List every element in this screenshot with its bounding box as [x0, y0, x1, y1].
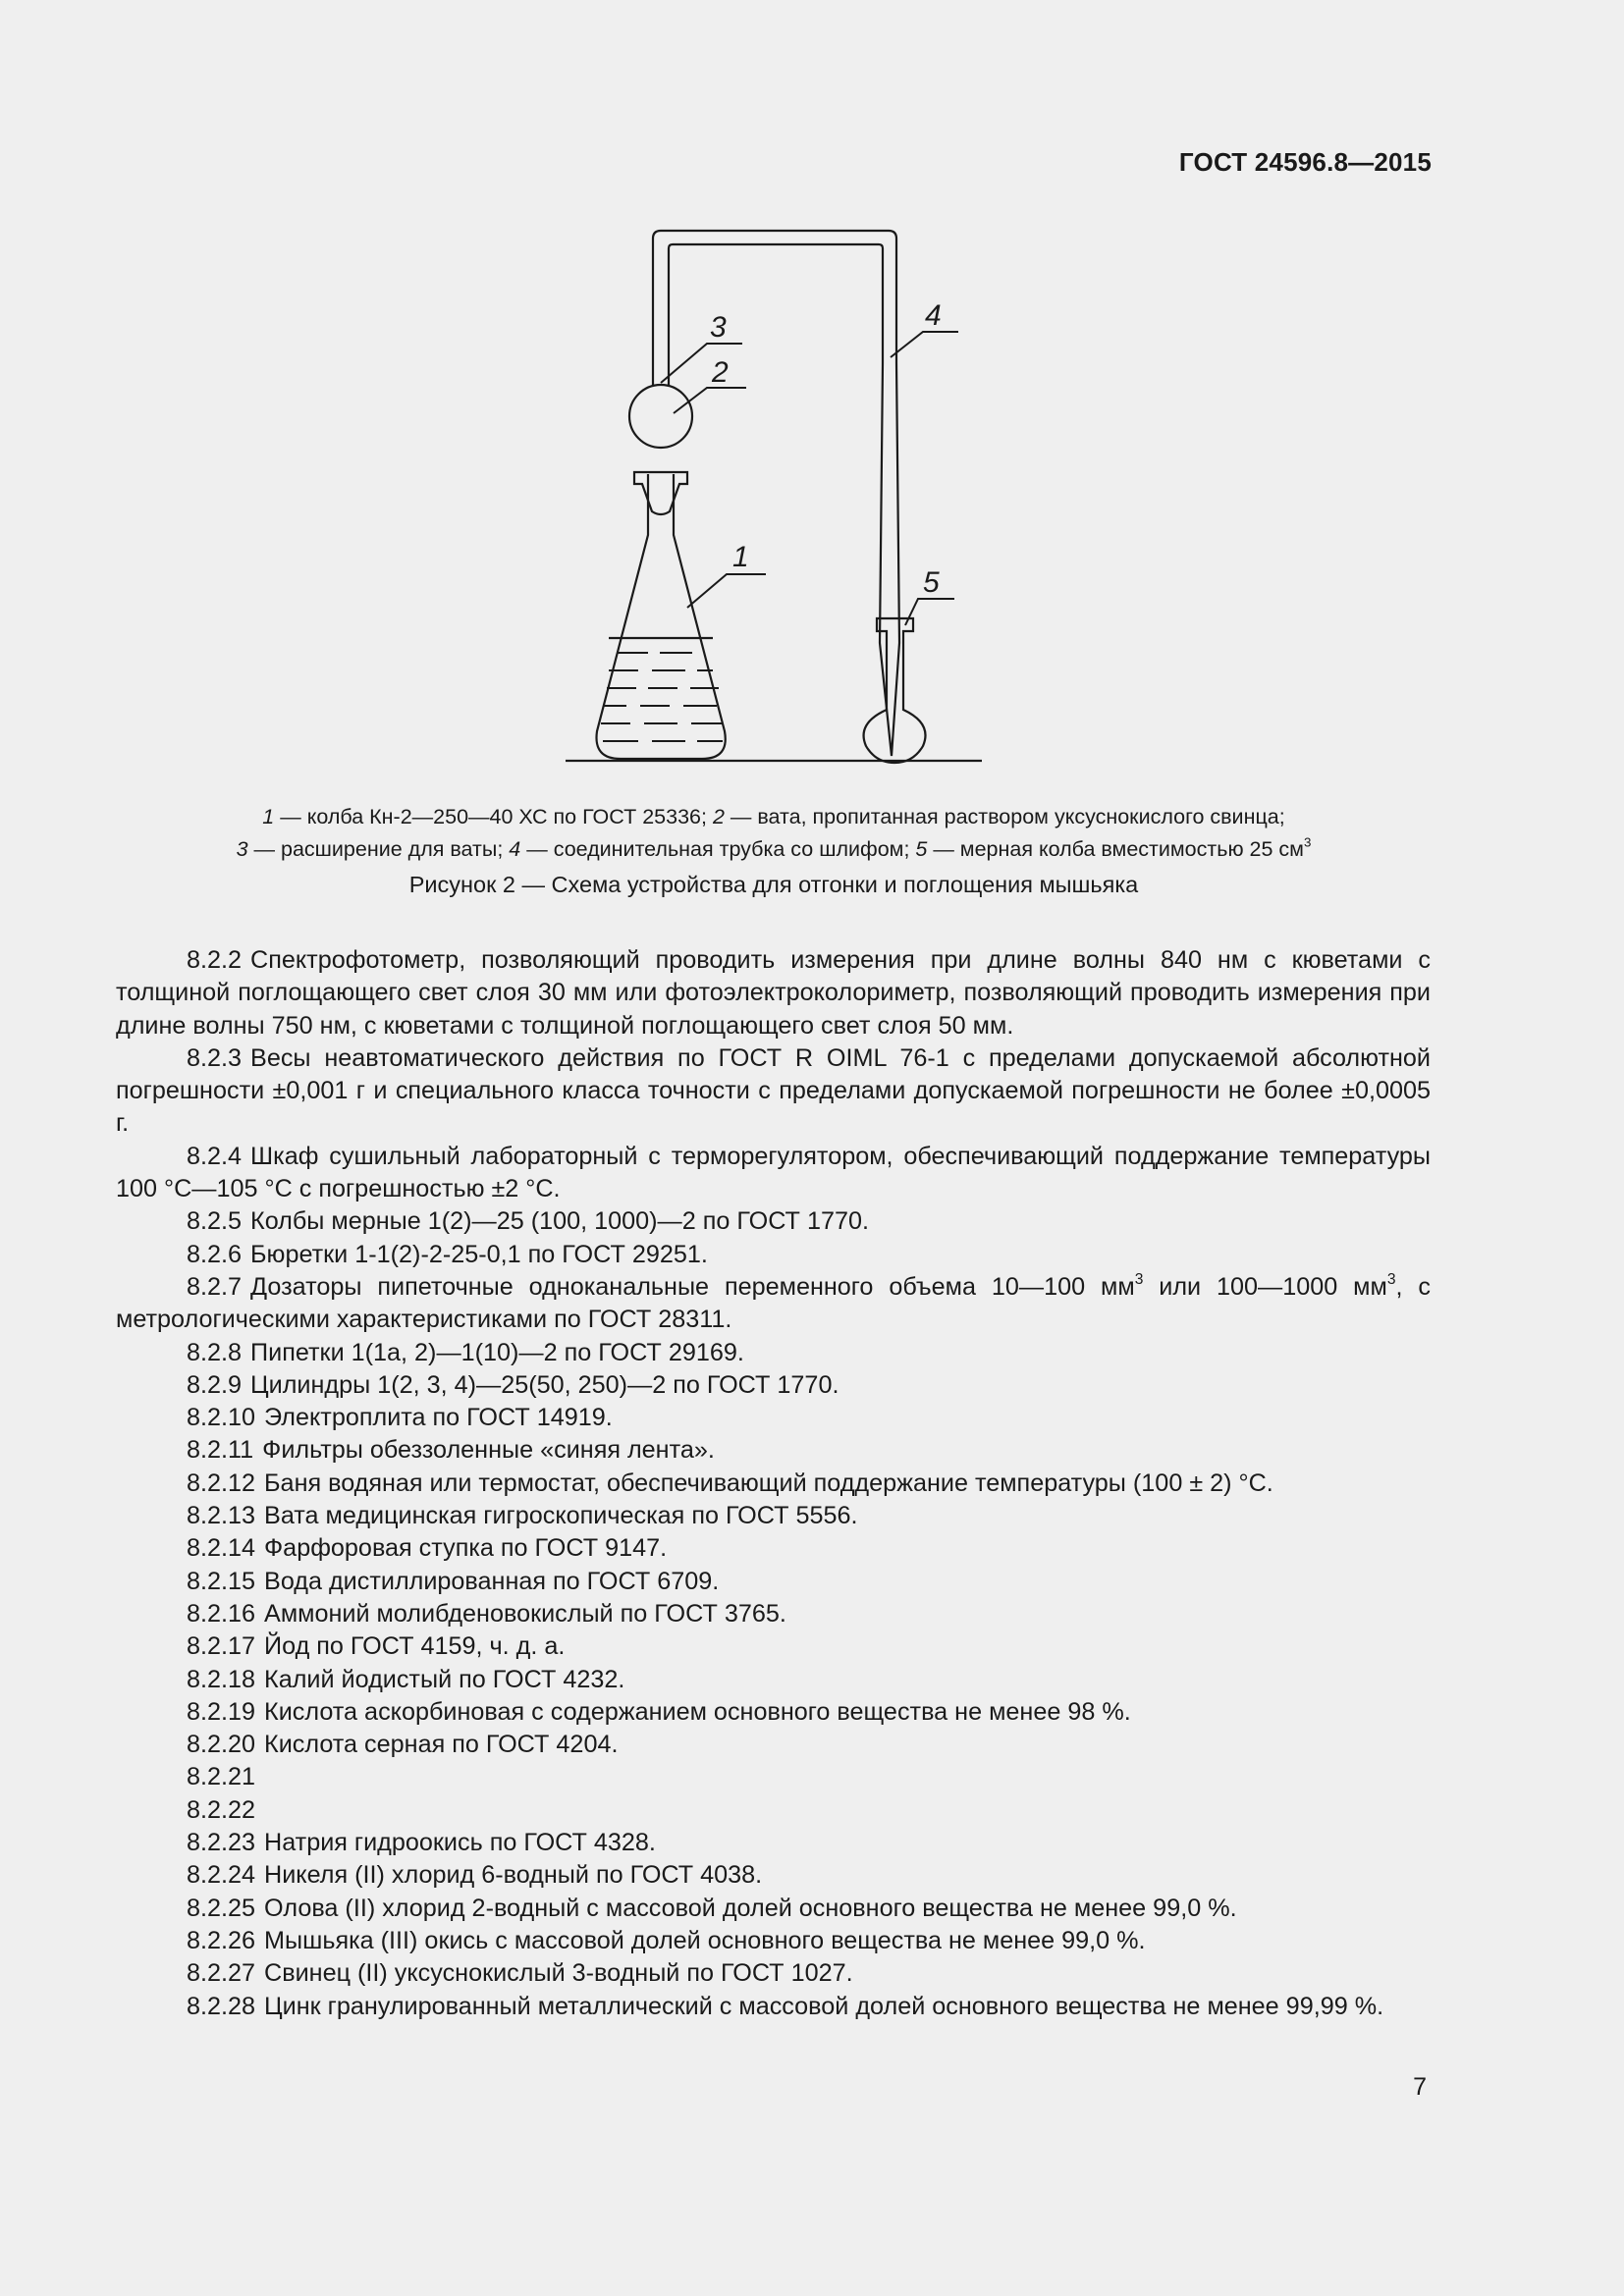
- label-1: 1: [732, 541, 749, 573]
- paragraph: 8.2.4 Шкаф сушильный лабораторный с терморегулятором, обеспечивающий поддержание температуры 100 °С—105 °С с погрешностью ±2 °С.: [116, 1142, 1431, 1203]
- section-body: [116, 944, 1431, 2056]
- legend-line-1: 1 — колба Кн-2—250—40 ХС по ГОСТ 25336; 2 — вата, пропитанная раствором уксуснокислого свинца;: [262, 805, 1285, 828]
- label-2: 2: [712, 356, 729, 389]
- page-number: 7: [1413, 2073, 1427, 2101]
- paragraph: 8.2.17 Йод по ГОСТ 4159, ч. д. а.: [187, 1632, 566, 1661]
- tube-tip: [880, 363, 899, 756]
- paragraph: 8.2.18 Калий йодистый по ГОСТ 4232.: [187, 1665, 625, 1693]
- paragraph: 8.2.2 Спектрофотометр, позволяющий проводить измерения при длине волны 840 нм с кюветами с толщиной поглощающего свет слоя 30 мм или фотоэлектроколориметр, позволяющий проводить измерения при длине волны 750 нм, с кюветами с толщиной поглощающего свет слоя 50 мм.: [116, 946, 1431, 1040]
- paragraph: 8.2.3 Весы неавтоматического действия по ГОСТ R OIML 76-1 с пределами допускаемой абсолютной погрешности ±0,001 г и специального класса точности с пределами допускаемой погрешности не более ±0,0005 г.: [116, 1043, 1431, 1138]
- figure-caption: Рисунок 2 — Схема устройства для отгонки и поглощения мышьяка: [408, 872, 1139, 897]
- document-header: ГОСТ 24596.8—2015: [1178, 147, 1432, 177]
- legend-line-2: 3 — расширение для ваты; 4 — соединительная трубка со шлифом; 5 — мерная колба вместимостью 25 $см^3$: [236, 834, 1312, 861]
- figure-legend: [118, 801, 1430, 866]
- apparatus-figure: [550, 221, 1001, 771]
- paragraph: 8.2.27 Свинец (II) уксуснокислый 3-водный по ГОСТ 1027.: [187, 1959, 853, 1988]
- paragraph: [116, 2023, 1431, 2056]
- paragraph: 8.2.20 Кислота серная по ГОСТ 4204.: [187, 1731, 619, 1759]
- volumetric-flask: [864, 618, 926, 763]
- connecting-tube-outer: [653, 231, 896, 386]
- distillation-apparatus-diagram: [550, 221, 1001, 771]
- paragraph: 8.2.10 Электроплита по ГОСТ 14919.: [187, 1404, 613, 1432]
- label-5: 5: [923, 566, 940, 599]
- label-3: 3: [710, 311, 727, 344]
- leader-3: [661, 344, 742, 383]
- paragraph: 8.2.25 Олова (II) хлорид 2-водный с массовой долей основного вещества не менее 99,0 %.: [187, 1894, 1237, 1922]
- paragraph: 8.2.23 Натрия гидроокись по ГОСТ 4328.: [187, 1829, 656, 1857]
- paragraph: 8.2.6 Бюретки 1-1(2)-2-25-0,1 по ГОСТ 29251.: [187, 1240, 708, 1268]
- paragraph: 8.2.5 Колбы мерные 1(2)—25 (100, 1000)—2 по ГОСТ 1770.: [187, 1207, 869, 1236]
- paragraph: 8.2.19 Кислота аскорбиновая с содержанием основного вещества не менее 98 %.: [187, 1697, 1131, 1726]
- paragraph: 8.2.22: [187, 1795, 256, 1824]
- connecting-tube-inner: [669, 244, 883, 386]
- paragraph: 8.2.12 Баня водяная или термостат, обеспечивающий поддержание температуры (100 ± 2) °С.: [187, 1468, 1273, 1497]
- paragraph: 8.2.16 Аммоний молибденовокислый по ГОСТ 3765.: [187, 1599, 786, 1628]
- paragraph: 8.2.14 Фарфоровая ступка по ГОСТ 9147.: [187, 1534, 668, 1563]
- paragraph: 8.2.7 Дозаторы пипеточные одноканальные переменного объема 10—100 $мм^3$ или 100—1000 $мм^3$, с метрологическими характеристиками по ГОСТ 28311.: [116, 1271, 1431, 1334]
- paragraph: 8.2.8 Пипетки 1(1а, 2)—1(10)—2 по ГОСТ 29169.: [187, 1338, 744, 1366]
- stopper: [634, 472, 687, 514]
- leader-4: [891, 332, 958, 357]
- cotton-bulb: [629, 385, 692, 448]
- leader-2: [674, 388, 746, 413]
- paragraph: 8.2.11 Фильтры обеззоленные «синяя лента».: [187, 1436, 715, 1465]
- paragraph: 8.2.26 Мышьяка (III) окись с массовой долей основного вещества не менее 99,0 %.: [187, 1926, 1146, 1954]
- paragraph: 8.2.21: [187, 1763, 256, 1791]
- label-4: 4: [925, 299, 942, 332]
- paragraph: 8.2.13 Вата медицинская гигроскопическая по ГОСТ 5556.: [187, 1502, 858, 1530]
- leader-1: [687, 574, 766, 608]
- paragraph: 8.2.24 Никеля (II) хлорид 6-водный по ГОСТ 4038.: [187, 1861, 763, 1890]
- conical-flask: [597, 474, 726, 759]
- paragraph: 8.2.9 Цилиндры 1(2, 3, 4)—25(50, 250)—2 по ГОСТ 1770.: [187, 1370, 839, 1399]
- paragraph: 8.2.15 Вода дистиллированная по ГОСТ 6709.: [187, 1567, 720, 1595]
- paragraph: 8.2.28 Цинк гранулированный металлический с массовой долей основного вещества не менее 99,99 %.: [187, 1992, 1384, 2020]
